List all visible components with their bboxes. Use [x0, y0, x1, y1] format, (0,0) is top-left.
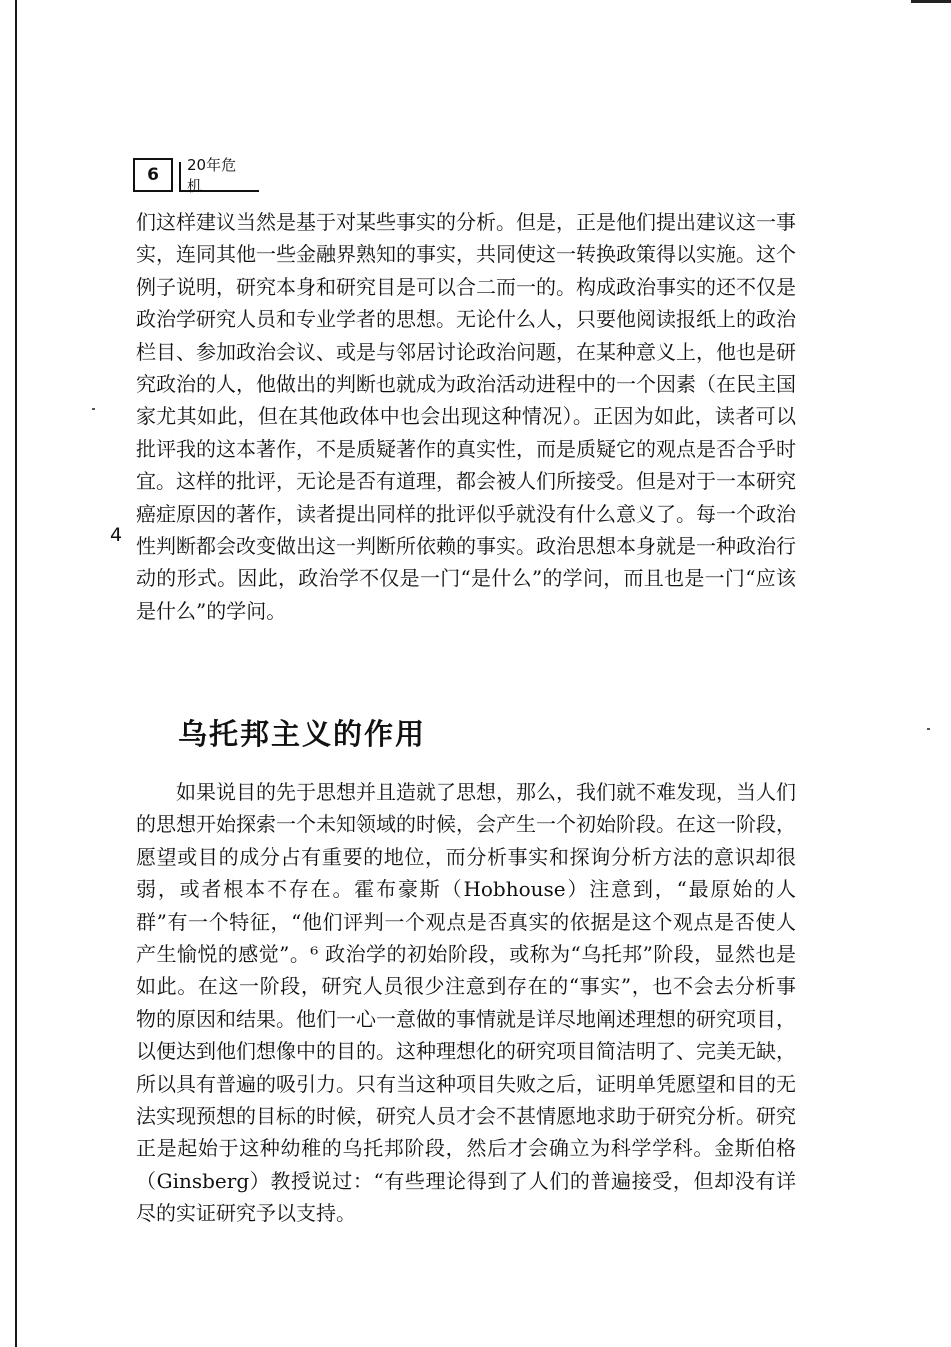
margin-page-reference: 4: [110, 524, 123, 546]
body-paragraph-1: 们这样建议当然是基于对某些事实的分析。但是，正是他们提出建议这一事实，连同其他一些金融界熟知的事实，共同使这一转换政策得以实施。这个例子说明，研究本身和研究目是可以合二而一的。构成政治事实的还不仅是政治学研究人员和专业学者的思想。无论什么人，只要他阅读报纸上的政治栏目、参加政治会议、或是与邻居讨论政治问题，在某种意义上，他也是研究政治的人，他做出的判断也就成为政治活动进程中的一个因素（在民主国家尤其如此，但在其他政体中也会出现这种情况）。正因为如此，读者可以批评我的这本著作，不是质疑著作的真实性，而是质疑它的观点是否合乎时宜。这样的批评，无论是否有道理，都会被人们所接受。但是对于一本研究癌症原因的著作，读者提出同样的批评似乎就没有什么意义了。每一个政治性判断都会改变做出这一判断所依赖的事实。政治思想本身就是一种政治行动的形式。因此，政治学不仅是一门“是什么”的学问，而且也是一门“应该是什么”的学问。: [136, 210, 796, 623]
page-edge-rule: [15, 0, 17, 1347]
section-heading: 乌托邦主义的作用: [178, 717, 427, 751]
corner-mark: [911, 0, 951, 3]
page-number: 6: [133, 158, 173, 192]
scan-speck: [927, 728, 930, 730]
scan-speck: [92, 408, 95, 410]
page-header: [133, 156, 259, 195]
running-title: 20年危机: [179, 162, 259, 192]
body-paragraph-2: 如果说目的先于思想并且造就了思想，那么，我们就不难发现，当人们的思想开始探索一个未知领域的时候，会产生一个初始阶段。在这一阶段，愿望或目的成分占有重要的地位，而分析事实和探询分析方法的意识却很弱，或者根本不存在。霍布豪斯（Hobhouse）注意到，“最原始的人群”有一个特征，“他们评判一个观点是否真实的依据是这个观点是否使人产生愉悦的感觉”。⁶ 政治学的初始阶段，或称为“乌托邦”阶段，显然也是如此。在这一阶段，研究人员很少注意到存在的“事实”，也不会去分析事物的原因和结果。他们一心一意做的事情就是详尽地阐述理想的研究项目，以便达到他们想像中的目的。这种理想化的研究项目简洁明了、完美无缺，所以具有普遍的吸引力。只有当这种项目失败之后，证明单凭愿望和目的无法实现预想的目标的时候，研究人员才会不甚情愿地求助于研究分析。研究正是起始于这种幼稚的乌托邦阶段，然后才会确立为科学学科。金斯伯格（Ginsberg）教授说过：“有些理论得到了人们的普遍接受，但却没有详尽的实证研究予以支持。: [136, 780, 796, 1226]
